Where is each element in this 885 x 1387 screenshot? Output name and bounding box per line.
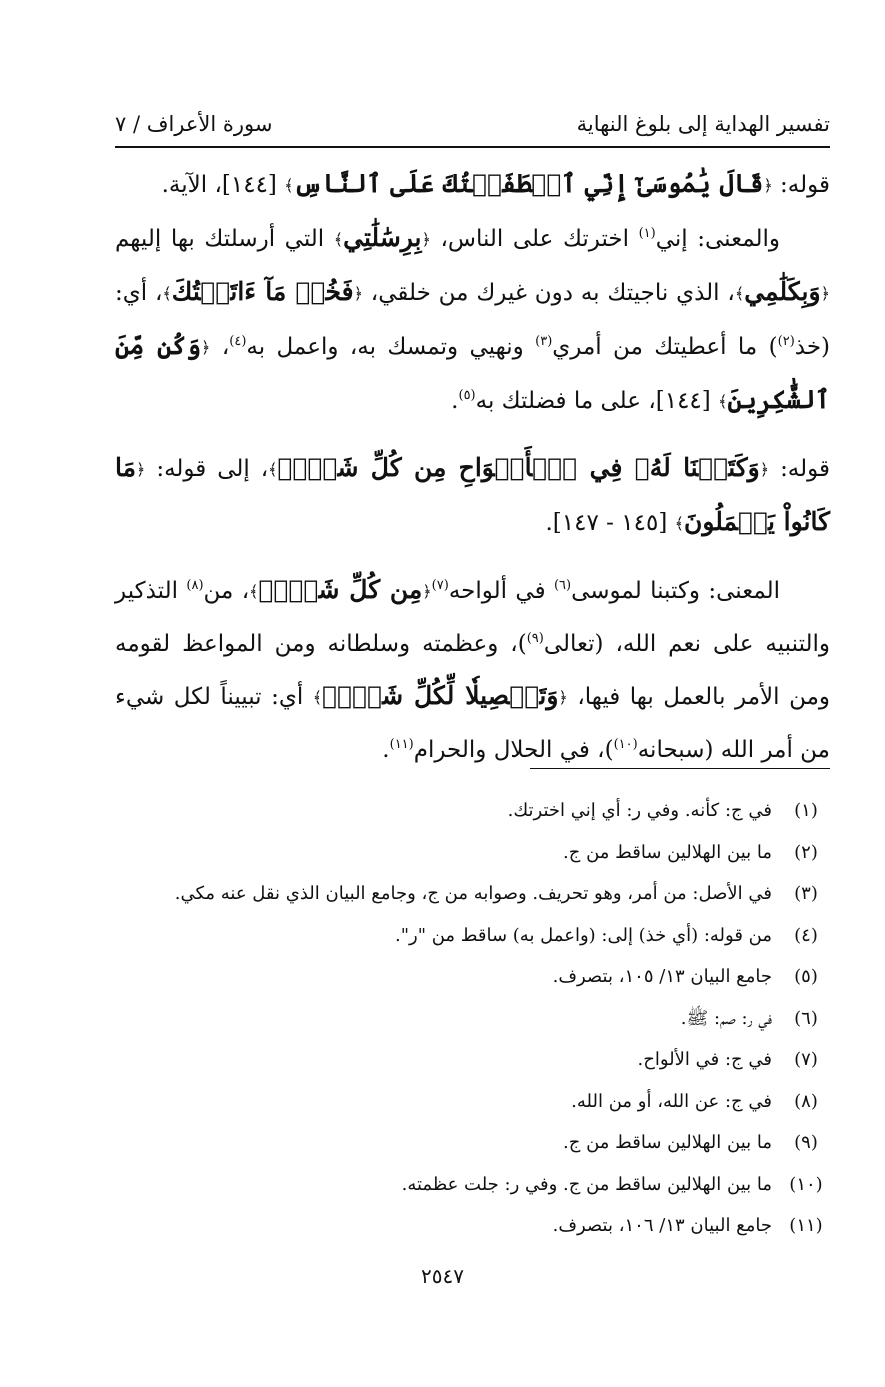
quran-verse: وَكَتَبۡنَا لَهُۥ فِي ٱلۡأَلۡوَاحِ مِن كُلِّ شَيۡءٖ <box>277 453 760 482</box>
quran-phrase: وَكُن مِّنَ ٱلشَّٰكِرِينَ <box>115 331 830 414</box>
footnote-separator <box>530 768 830 769</box>
footnote-number: (٣) <box>794 883 818 904</box>
ornate-bracket-close-icon: ﴾ <box>312 688 323 707</box>
footnote-ref: (٦) <box>553 578 572 593</box>
footnote-item <box>115 873 830 915</box>
footnote-number: (٩) <box>794 1132 818 1153</box>
footnote-item <box>115 790 830 832</box>
quran-phrase: وَتَفۡصِيلٗا لِّكُلِّ شَيۡءٖ <box>322 681 559 710</box>
quran-phrase: فَخُذۡ مَآ ءَاتَيۡتُكَ <box>171 277 354 306</box>
footnote-ref: (٨) <box>186 578 204 593</box>
ornate-bracket-close-icon: ﴾ <box>249 582 259 601</box>
footnote-number: (١١) <box>789 1215 823 1236</box>
quran-verse: قَالَ يَٰمُوسَىٰٓ إِنِّي ٱصۡطَفَيۡتُكَ عَلَى ٱلنَّاسِ <box>293 169 764 198</box>
book-title: تفسير الهداية إلى بلوغ النهاية <box>576 112 830 136</box>
ornate-bracket-close-icon: ﴾ <box>674 514 684 533</box>
paragraph-meaning-145 <box>115 564 830 776</box>
body-text-run: في ألواحه <box>448 578 546 604</box>
body-text-run: المعنى: وكتبنا لموسى <box>571 578 781 604</box>
footnote-text: في ج: كأنه. وفي ر: أي إني اخترتك. <box>507 800 772 821</box>
footnote-number: (٤) <box>794 924 818 946</box>
footnote-text: في ر: صم: ﷺ. <box>680 1007 772 1029</box>
body-text-run: ، <box>221 334 230 360</box>
footnote-ref: (١١) <box>389 737 414 752</box>
body-text-run: [١٤٤]، على ما فضلتك به <box>475 388 711 414</box>
quran-phrase: مِن كُلِّ شَيۡءٖ <box>258 575 423 604</box>
quran-phrase: بِرِسَٰلَٰتِي <box>343 223 422 252</box>
footnote-ref: (٤) <box>229 334 247 349</box>
body-text-run: )، في الحلال والحرام <box>413 737 614 763</box>
footnote-item <box>115 1205 830 1247</box>
ornate-bracket-close-icon: ﴾ <box>268 460 278 479</box>
body-text-run: . <box>451 388 459 414</box>
ornate-bracket-open-icon: ﴿ <box>763 176 773 195</box>
footnote-number: (٥) <box>794 966 818 987</box>
footnote-text: ما بين الهلالين ساقط من ج. <box>563 1132 772 1153</box>
quran-verse: مَا كَانُواْ يَعۡمَلُونَ <box>115 453 830 536</box>
body-text-run: )، وعظمته وسلطانه ومن المواعظ لقومه ومن الأمر بالعمل بها فيها، <box>115 631 831 710</box>
footnote-text: في ج: عن الله، أو من الله. <box>571 1090 772 1112</box>
footnote-item <box>115 1122 830 1164</box>
footnote-text: ما بين الهلالين ساقط من ج. <box>563 841 772 863</box>
footnote-ref: (٥) <box>458 388 476 403</box>
footnote-number: (٢) <box>794 841 818 863</box>
verse-reference: [١٤٤]، الآية. <box>161 172 277 198</box>
paragraph-verse-144 <box>115 158 830 212</box>
footnote-number: (١) <box>794 800 818 821</box>
footnote-ref: (٣) <box>535 334 553 349</box>
ornate-bracket-close-icon: ﴾ <box>333 230 344 249</box>
footnote-text: ما بين الهلالين ساقط من ج. وفي ر: جلت عظمته. <box>401 1173 772 1195</box>
footnote-ref: (١٠) <box>613 737 638 752</box>
body-text-run: . <box>382 737 390 763</box>
body-text-run: التي أرسلتك بها إليهم <box>115 226 325 252</box>
body-text-run: ونهيي وتمسك به، واعمل به <box>246 334 524 360</box>
ornate-bracket-open-icon: ﴿ <box>759 460 770 479</box>
body-text-run: التذكير والتنبيه على نعم الله، (تعالى <box>115 578 831 657</box>
body-text-run: ، من <box>203 578 250 604</box>
ornate-bracket-close-icon: ﴾ <box>162 284 172 303</box>
footnote-text: جامع البيان ١٣/ ١٠٦، بتصرف. <box>552 1215 772 1236</box>
footnote-number: (١٠) <box>789 1173 823 1195</box>
lead-word: قوله: <box>780 456 831 482</box>
ornate-bracket-close-icon: ﴾ <box>718 392 728 411</box>
body-text-run: ، أي: (خذ <box>115 280 831 360</box>
footnote-item <box>115 1039 830 1081</box>
ornate-bracket-open-icon: ﴿ <box>353 284 363 303</box>
lead-word: قوله: <box>780 172 830 198</box>
footnote-ref: (١) <box>638 226 656 241</box>
footnote-item <box>115 1164 830 1206</box>
body-text-run: ، إلى قوله: <box>156 456 269 482</box>
ornate-bracket-close-icon: ﴾ <box>284 176 294 195</box>
body-text-run: ، الذي ناجيتك به دون غيرك من خلقي، <box>370 280 735 306</box>
footnote-item <box>115 956 830 998</box>
body-text-run: والمعنى: إني <box>655 226 781 252</box>
running-header <box>115 104 830 144</box>
ornate-bracket-open-icon: ﴿ <box>422 582 432 601</box>
verse-reference: [١٤٥ - ١٤٧]. <box>545 510 668 536</box>
footnote-ref: (٧) <box>431 578 449 593</box>
header-rule <box>115 146 830 148</box>
body-text <box>115 158 830 776</box>
page-number: ٢٥٤٧ <box>421 1264 464 1288</box>
footnote-item <box>115 998 830 1040</box>
ornate-bracket-open-icon: ﴿ <box>820 284 830 303</box>
ornate-bracket-open-icon: ﴿ <box>421 230 431 249</box>
footnote-ref: (٢) <box>777 334 795 349</box>
body-text-run: اخترتك على الناس، <box>440 226 629 252</box>
footnote-number: (٨) <box>794 1090 818 1112</box>
ornate-bracket-open-icon: ﴿ <box>558 688 568 707</box>
footnote-item <box>115 915 830 957</box>
ornate-bracket-open-icon: ﴿ <box>201 338 211 357</box>
footnote-number: (٧) <box>794 1049 818 1070</box>
body-text-run: أي: تبييناً لكل شيء من أمر الله (سبحانه <box>115 684 830 763</box>
paragraph-verse-145 <box>115 442 830 550</box>
footnote-number: (٦) <box>794 1007 818 1029</box>
footnote-item <box>115 832 830 874</box>
body-text-run: ) ما أعطيتك من أمري <box>552 334 778 360</box>
footnote-text: من قوله: (أي خذ) إلى: (واعمل به) ساقط من "ر". <box>395 924 772 946</box>
footnotes <box>115 790 830 1247</box>
footnote-text: في الأصل: من أمر، وهو تحريف. وصوابه من ج، وجامع البيان الذي نقل عنه مكي. <box>174 883 772 904</box>
footnote-ref: (٩) <box>526 631 544 646</box>
paragraph-meaning-144 <box>115 212 830 428</box>
footnote-text: جامع البيان ١٣/ ١٠٥، بتصرف. <box>552 966 772 987</box>
ornate-bracket-close-icon: ﴾ <box>734 284 745 303</box>
surah-label: سورة الأعراف / ٧ <box>115 112 273 136</box>
footnote-item <box>115 1081 830 1123</box>
quran-phrase: وَبِكَلَٰمِي <box>744 277 821 306</box>
footnote-text: في ج: في الألواح. <box>637 1049 772 1070</box>
ornate-bracket-open-icon: ﴿ <box>136 460 146 479</box>
